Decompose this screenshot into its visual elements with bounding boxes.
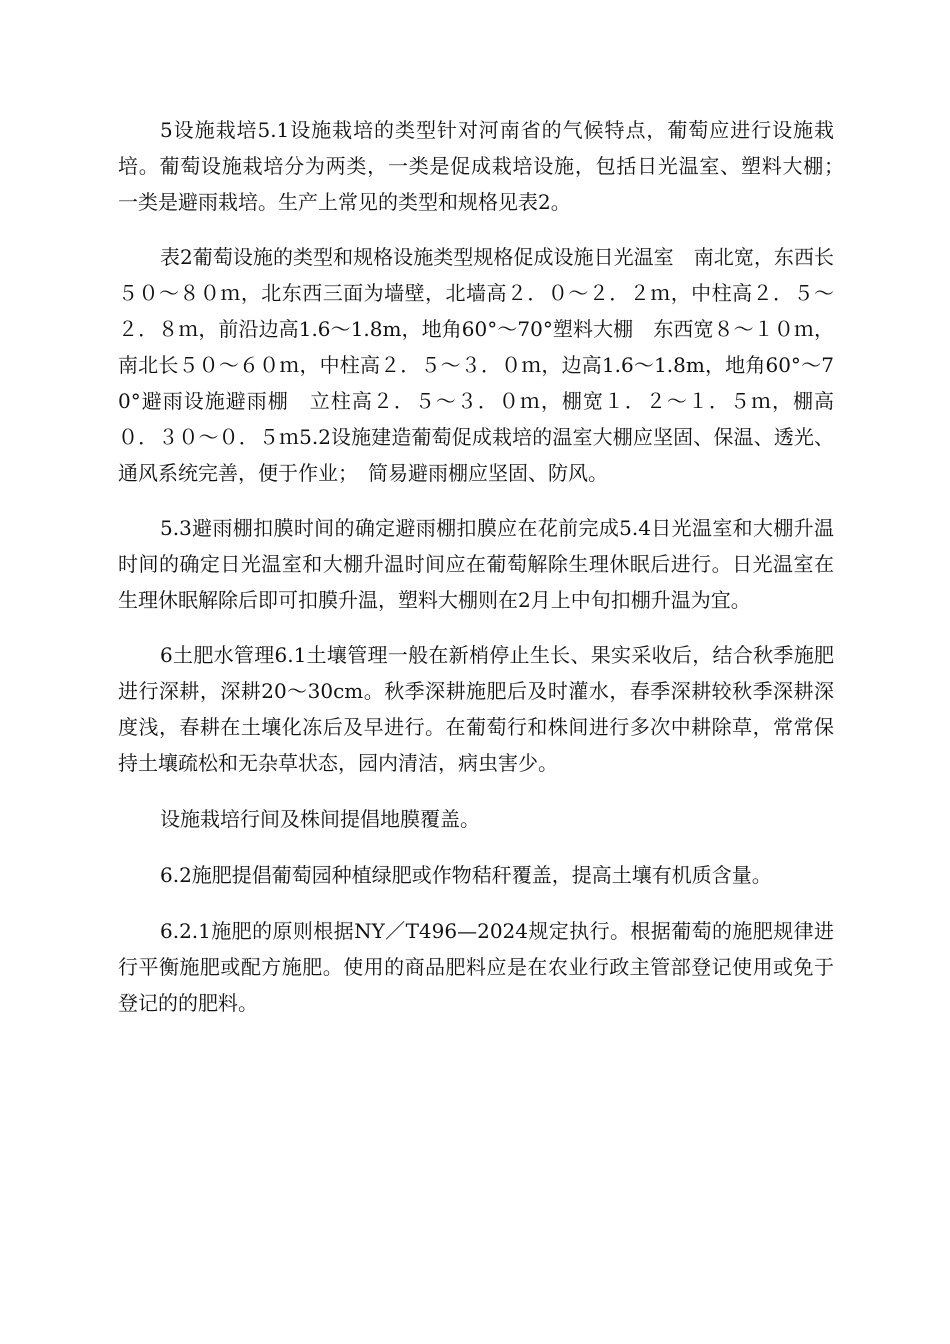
paragraph-film-covering-timing: 5.3避雨棚扣膜时间的确定避雨棚扣膜应在花前完成5.4日光温室和大棚升温时间的确定日光温室和大棚升温时间应在葡萄解除生理休眠后进行。日光温室在生理休眠解除后即可扣膜升温，塑料大棚则在2月上中旬扣棚升温为宜。 xyxy=(118,516,834,612)
paragraph-table-2-specifications: 表2葡萄设施的类型和规格设施类型规格促成设施日光温室 南北宽，东西长５０～８０ｍ，北东西三面为墙壁，北墙高２．０～２．２ｍ，中柱高２．５～２．８ｍ，前沿边高1.6～1.8m，地角60°～70°塑料大棚 东西宽８～１０ｍ，南北长５０～６０ｍ，中柱高２．５～３．０ｍ，边高1.6～1.8m，地角60°～70°避雨设施避雨棚 立柱高２．５～３．０ｍ，棚宽１．２～１．５ｍ，棚高０．３０～０．５ｍ5.2设施建造葡萄促成栽培的温室大棚应坚固、保温、透光、通风系统完善，便于作业； 简易避雨棚应坚固、防风。 xyxy=(118,245,834,485)
paragraph-soil-management: 6土肥水管理6.1土壤管理一般在新梢停止生长、果实采收后，结合秋季施肥进行深耕，深耕20～30cm。秋季深耕施肥后及时灌水，春季深耕较秋季深耕深度浅，春耕在土壤化冻后及早进行。在葡萄行和株间进行多次中耕除草，常常保持土壤疏松和无杂草状态，园内清洁，病虫害少。 xyxy=(118,643,834,775)
paragraph-fertilization-principles: 6.2.1施肥的原则根据NY／T496—2024规定执行。根据葡萄的施肥规律进行平衡施肥或配方施肥。使用的商品肥料应是在农业行政主管部登记使用或免于登记的的肥料。 xyxy=(118,919,834,1015)
paragraph-fertilization: 6.2施肥提倡葡萄园种植绿肥或作物秸秆覆盖，提高土壤有机质含量。 xyxy=(160,863,772,887)
paragraph-facility-cultivation: 5设施栽培5.1设施栽培的类型针对河南省的气候特点，葡萄应进行设施栽培。葡萄设施栽培分为两类，一类是促成栽培设施，包括日光温室、塑料大棚； 一类是避雨栽培。生产上常见的类型和规格见表2。 xyxy=(118,118,854,214)
paragraph-mulch-covering: 设施栽培行间及株间提倡地膜覆盖。 xyxy=(160,807,480,831)
document-body xyxy=(118,112,854,1021)
